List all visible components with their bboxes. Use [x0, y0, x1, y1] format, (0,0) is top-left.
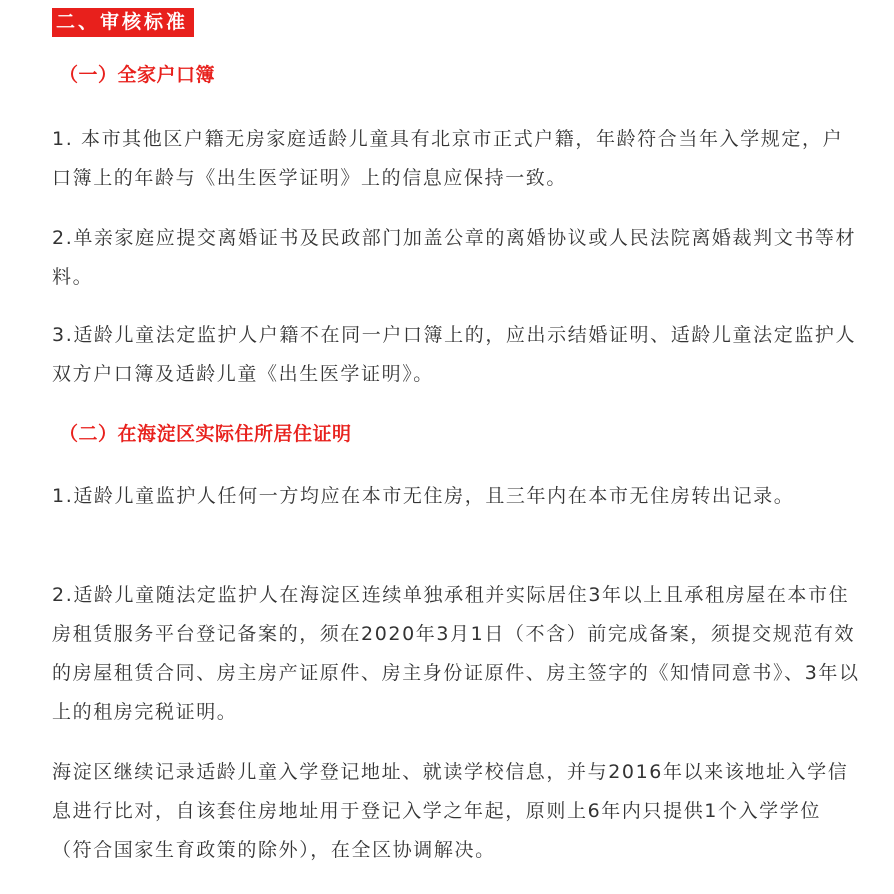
paragraph-household-3: 3.适龄儿童法定监护人户籍不在同一户口簿上的，应出示结婚证明、适龄儿童法定监护人双方户口簿及适龄儿童《出生医学证明》。: [52, 324, 857, 385]
paragraph-household-2: 2.单亲家庭应提交离婚证书及民政部门加盖公章的离婚协议或人民法院离婚裁判文书等材料。: [52, 227, 857, 288]
paragraph-residence-2: 2.适龄儿童随法定监护人在海淀区连续单独承租并实际居住3年以上且承租房屋在本市住房租赁服务平台登记备案的，须在2020年3月1日（不含）前完成备案，须提交规范有效的房屋租赁合同、房主房产证原件、房主身份证原件、房主签字的《知情同意书》、3年以上的租房完税证明。: [52, 584, 860, 723]
paragraph-residence-1: 1.适龄儿童监护人任何一方均应在本市无住房，且三年内在本市无住房转出记录。: [52, 485, 795, 507]
section-title: 二、审核标准: [52, 8, 194, 37]
paragraph-residence-3: 海淀区继续记录适龄儿童入学登记地址、就读学校信息，并与2016年以来该地址入学信息进行比对，自该套住房地址用于登记入学之年起，原则上6年内只提供1个入学学位（符合国家生育政策的除外），在全区协调解决。: [52, 761, 849, 861]
subsection-title-household-register: （一）全家户口簿: [59, 64, 216, 86]
paragraph-household-1: 1. 本市其他区户籍无房家庭适龄儿童具有北京市正式户籍，年龄符合当年入学规定，户口簿上的年龄与《出生医学证明》上的信息应保持一致。: [52, 128, 844, 189]
subsection-title-residence-proof: （二）在海淀区实际住所居住证明: [59, 423, 352, 445]
